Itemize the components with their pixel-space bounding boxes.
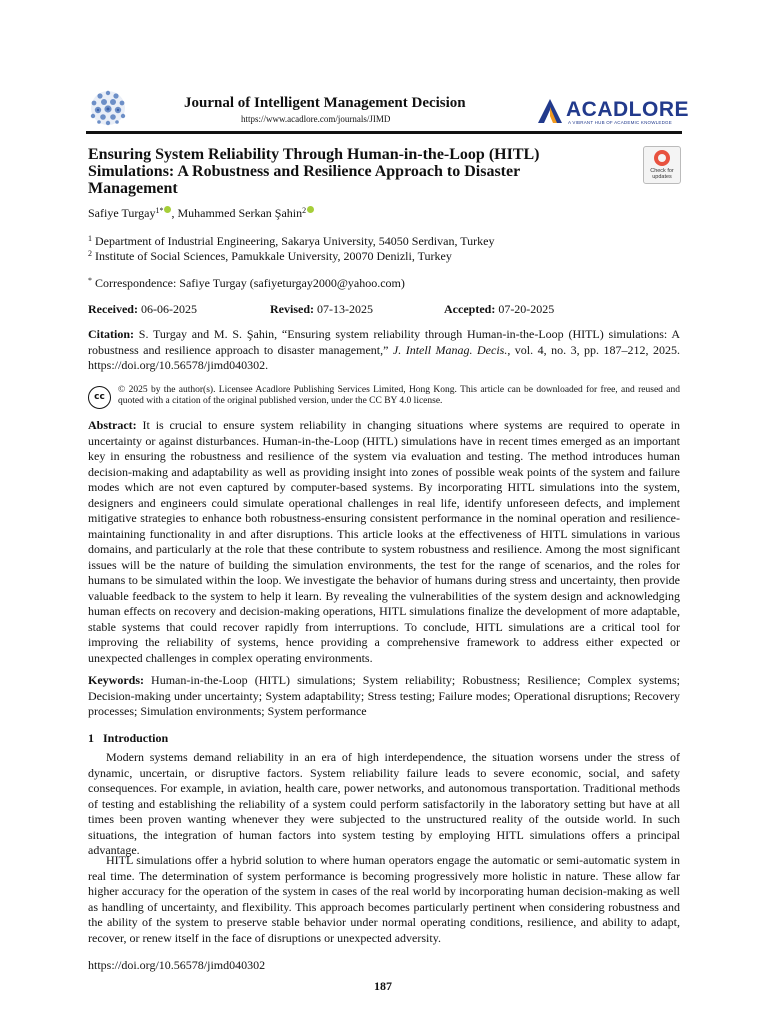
footer-doi-link[interactable]: https://doi.org/10.56578/jimd040302 bbox=[88, 958, 266, 972]
keywords-label: Keywords: bbox=[88, 673, 144, 687]
author-affiliation-marker: 1* bbox=[155, 206, 164, 215]
citation-journal: J. Intell Manag. Decis. bbox=[392, 342, 508, 357]
journal-title: Journal of Intelligent Management Decision bbox=[184, 95, 466, 111]
citation bbox=[88, 327, 680, 374]
orcid-icon[interactable] bbox=[307, 206, 314, 213]
publisher-name: ACADLORE bbox=[566, 98, 689, 121]
header-rule bbox=[86, 131, 682, 134]
affiliation-text: Department of Industrial Engineering, Sakarya University, 54050 Serdivan, Turkey bbox=[95, 234, 495, 248]
article-dates bbox=[88, 302, 678, 318]
abstract-text: It is crucial to ensure system reliability in changing situations where systems are required to operate in uncertainty or against disturbances. Human-in-the-Loop (HITL) simulations have in recent times emerged as an important key in ensuring the robustness and resilience of the system via evaluation and testing. The method introduces human decision-making and adaptability as well as providing insight into zones of possible weak points of the system and failure modes which are not even captured by computer-based systems. By incorporating HITL simulations into the system, designers and engineers could simulate operational challenges in real life, identify unforeseen defects, and implement mitigative strategies to enhance both robustness-ensuring consistent performance in the nominal operation and resilience-maintaining functionality in and after disruptions. This article looks at the effectiveness of HITL simulations in various domains, and particularly at the role that these contribute to system robustness and resilience. Among the most significant issues will be the nature of building the simulation environments, the test for the range of scenarios, and the roles for humans to be simulated within the loop. We investigate the behavior of humans during stress and uncertainty, then provide valuable feedback to the system to help it learn. By revealing the vulnerabilities of the system design and acknowledging human effects on recovery and decision-making operations, HITL simulations finalize the development of more adaptable, stable systems that could recover rapidly from interruptions. To conclude, HITL simulations are a critical tool for improving the reliability of systems, hence providing a comprehensive framework to address either expected or unexpected challenges in complex operating environments. bbox=[88, 418, 681, 665]
author-name: Muhammed Serkan Şahin bbox=[177, 206, 303, 220]
citation-label: Citation: bbox=[88, 327, 134, 341]
abstract-label: Abstract: bbox=[88, 418, 137, 432]
affiliation-marker: 2 bbox=[88, 249, 92, 258]
author-list bbox=[88, 206, 314, 221]
correspondence-marker: * bbox=[88, 276, 92, 285]
affiliation-marker: 1 bbox=[88, 234, 92, 243]
author-affiliation-marker: 2 bbox=[302, 206, 307, 215]
author-separator: , bbox=[171, 206, 178, 220]
page-number: 187 bbox=[374, 979, 392, 993]
section-heading bbox=[88, 731, 168, 746]
author-name: Safiye Turgay bbox=[88, 206, 156, 220]
keywords-text: Human-in-the-Loop (HITL) simulations; System reliability; Robustness; Resilience; Complex systems; Decision-making under uncertainty; System adaptability; Stress testing; Failure modes; Operational disruptions; Recovery processes; Simulation environments; System performance bbox=[88, 673, 680, 718]
article-title: Ensuring System Reliability Through Human-in-the-Loop (HITL) Simulations: A Robustness and Resilience Approach to Disaster Management bbox=[88, 146, 540, 197]
intro-paragraph-2: HITL simulations offer a hybrid solution to where human operators engage the automatic or semi-automatic system in real time. The determination of system performance is becoming progressively more holistic in nature. These allow far higher accuracy for the operation of the system in cases of the real world by incorporating human decision-making as well as handling of uncertainty, and flexibility. This approach becomes particularly pertinent when considering robustness and the ability of the system to preserve stable behavior under normal operating conditions, resilience, and ability to adapt, recover, or renew itself in the face of disruptions or unexpected adversity. bbox=[88, 853, 680, 945]
journal-url-link[interactable]: https://www.acadlore.com/journals/JIMD bbox=[241, 114, 391, 124]
section-title: Introduction bbox=[103, 731, 169, 745]
affiliation-text: Institute of Social Sciences, Pamukkale University, 20070 Denizli, Turkey bbox=[95, 249, 452, 263]
journal-emblem-icon bbox=[86, 88, 130, 128]
crossmark-icon bbox=[654, 150, 670, 166]
creative-commons-icon: cc bbox=[88, 386, 111, 409]
section-number: 1 bbox=[88, 731, 94, 745]
publisher-tagline: A VIBRANT HUB OF ACADEMIC KNOWLEDGE bbox=[568, 120, 672, 125]
affiliation-1 bbox=[88, 234, 494, 249]
keywords bbox=[88, 673, 680, 720]
accepted-date: Accepted: 07-20-2025 bbox=[444, 302, 555, 316]
acadlore-logo-icon bbox=[536, 97, 564, 125]
citation-text-end: , vol. 4, no. 3, pp. 187–212, 2025. https://doi.org/10.56578/jimd040302. bbox=[88, 342, 681, 372]
license-text: © 2025 by the author(s). Licensee Acadlore Publishing Services Limited, Hong Kong. This article can be downloaded for free, and reused and quoted with a citation of the original published version, under the CC BY 4.0 license. bbox=[118, 385, 680, 406]
affiliation-2 bbox=[88, 249, 452, 264]
received-date: Received: 06-06-2025 bbox=[88, 302, 197, 316]
check-for-updates-button[interactable] bbox=[643, 146, 681, 184]
correspondence bbox=[88, 276, 405, 291]
check-for-updates-label: Check for updates bbox=[650, 168, 674, 180]
citation-text: S. Turgay and M. S. Şahin, “Ensuring system reliability through Human-in-the-Loop (HITL) simulations: A robustness and resilience approach to disaster management,” bbox=[88, 327, 680, 357]
abstract bbox=[88, 418, 680, 666]
correspondence-text: Correspondence: Safiye Turgay (safiyeturgay2000@yahoo.com) bbox=[95, 276, 405, 290]
intro-paragraph-1: Modern systems demand reliability in an era of high interdependence, the situation worsens under the stress of dynamic, uncertain, or disruptive factors. System reliability failure leads to severe economic, social, and safety consequences. For example, in aviation, health care, power networks, and autonomous transportation. Traditional methods of testing and establishing the reliability of a system could perform satisfactorily in the laboratory setting but have at all times been proven wanting whenever they were subjected to the unstructured reality of the outside world. In such situations, the integration of human factors into system testing by employing HITL simulations offers a principal advantage. bbox=[88, 750, 680, 857]
revised-date: Revised: 07-13-2025 bbox=[270, 302, 373, 316]
